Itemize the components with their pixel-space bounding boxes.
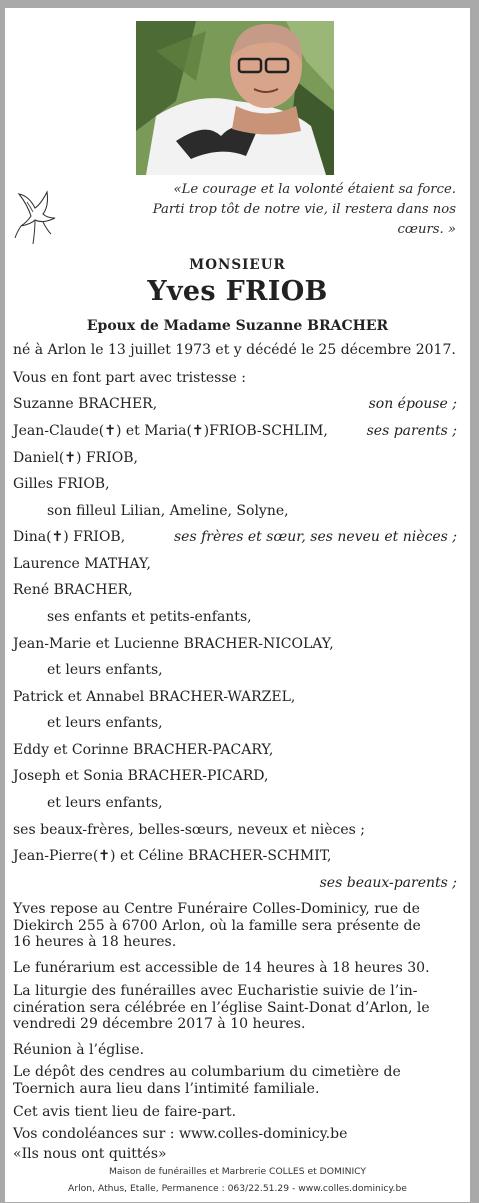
family-name: Patrick et Annabel BRACHER-WARZEL, (13, 689, 296, 705)
paragraph-line: Toernich aura lieu dans l’intimité familiale. (13, 1080, 320, 1097)
footer-contact: Arlon, Athus, Etalle, Permanence : 063/22.51.29 - www.colles.dominicy.be (68, 1183, 407, 1194)
family-name: René BRACHER, (13, 582, 133, 598)
family-line (13, 766, 457, 786)
family-name: et leurs enfants, (47, 662, 163, 678)
quote-line: «Le courage et la volonté étaient sa force. (173, 182, 456, 197)
family-line (13, 846, 457, 866)
quote (125, 180, 456, 240)
family-name: Joseph et Sonia BRACHER-PICARD, (13, 768, 269, 784)
footer-company: Maison de funérailles et Marbrerie COLLES et DOMINICY (108, 1166, 367, 1177)
paragraph-line: Le dépôt des cendres au columbarium du cimetière de (13, 1064, 401, 1080)
family-role: ses frères et sœur, ses neveu et nièces ; (173, 529, 457, 545)
family-name: Suzanne BRACHER, (13, 396, 158, 412)
family-name: son filleul Lilian, Ameline, Solyne, (47, 503, 289, 519)
family-line (13, 580, 457, 600)
family-name: et leurs enfants, (47, 715, 163, 731)
funeral-paragraph (13, 1146, 443, 1163)
birth-death-line: né à Arlon le 13 juillet 1973 et y décédé le 25 décembre 2017. (13, 342, 456, 358)
family-role: son épouse ; (368, 396, 457, 412)
family-line (13, 820, 457, 840)
family-role: ses beaux-parents ; (319, 875, 457, 891)
family-line (13, 394, 457, 414)
family-name: Jean-Marie et Lucienne BRACHER-NICOLAY, (13, 636, 334, 652)
quote-line: cœurs. » (397, 222, 456, 237)
family-line (13, 607, 479, 627)
paragraph-line: vendredi 29 décembre 2017 à 10 heures. (13, 1016, 306, 1032)
portrait-photo (136, 21, 334, 175)
family-line (13, 660, 479, 680)
funeral-paragraph (13, 960, 443, 977)
family-role: ses parents ; (366, 423, 457, 439)
paragraph-line: Yves repose au Centre Funéraire Colles-Dominicy, rue de (13, 901, 420, 917)
family-name: Gilles FRIOB, (13, 476, 110, 492)
family-line (13, 501, 479, 521)
family-line (13, 873, 457, 893)
family-name: ses beaux-frères, belles-sœurs, neveux et nièces ; (13, 822, 366, 838)
quote-line: Parti trop tôt de notre vie, il restera dans nos (152, 202, 456, 217)
intro-line: Vous en font part avec tristesse : (13, 370, 246, 386)
spouse-line: Epoux de Madame Suzanne BRACHER (86, 318, 389, 334)
paragraph-line: 16 heures à 18 heures. (13, 934, 177, 950)
family-name: Laurence MATHAY, (13, 556, 151, 572)
deceased-name: Yves FRIOB (147, 276, 328, 307)
funeral-paragraph (13, 983, 443, 1033)
family-line (13, 554, 457, 574)
family-line (13, 740, 457, 760)
family-name: Dina(✝) FRIOB, (13, 529, 126, 545)
family-line (13, 421, 457, 441)
family-name: et leurs enfants, (47, 795, 163, 811)
obituary-card (5, 8, 470, 1202)
title-monsieur: MONSIEUR (189, 257, 286, 273)
funeral-paragraph (13, 1126, 443, 1143)
paragraph-line: «Ils nous ont quittés» (13, 1146, 167, 1162)
family-name: Jean-Pierre(✝) et Céline BRACHER-SCHMIT, (13, 848, 332, 864)
paragraph-line: La liturgie des funérailles avec Eucharistie suivie de l’in- (13, 983, 418, 999)
dove-icon (13, 182, 61, 248)
funeral-paragraph (13, 1064, 443, 1097)
family-name: ses enfants et petits-enfants, (47, 609, 252, 625)
funeral-paragraph (13, 1104, 443, 1121)
family-name: Eddy et Corinne BRACHER-PACARY, (13, 742, 274, 758)
family-line (13, 687, 457, 707)
paragraph-line: Cet avis tient lieu de faire-part. (13, 1104, 237, 1120)
family-line (13, 448, 457, 468)
funeral-paragraph (13, 901, 443, 951)
family-line (13, 634, 457, 654)
family-name: Jean-Claude(✝) et Maria(✝)FRIOB-SCHLIM, (13, 423, 328, 439)
family-line (13, 713, 479, 733)
paragraph-line: Réunion à l’église. (13, 1042, 145, 1058)
family-name: Daniel(✝) FRIOB, (13, 450, 138, 466)
paragraph-line: Le funérarium est accessible de 14 heures à 18 heures 30. (13, 960, 430, 976)
paragraph-line: cinération sera célébrée en l’église Saint-Donat d’Arlon, le (13, 999, 430, 1016)
paragraph-line: Vos condoléances sur : www.colles-dominicy.be (13, 1126, 348, 1142)
family-line (13, 793, 479, 813)
family-line (13, 474, 457, 494)
family-line (13, 527, 457, 547)
paragraph-line: Diekirch 255 à 6700 Arlon, où la famille sera présente de (13, 917, 421, 934)
funeral-paragraph (13, 1042, 443, 1059)
